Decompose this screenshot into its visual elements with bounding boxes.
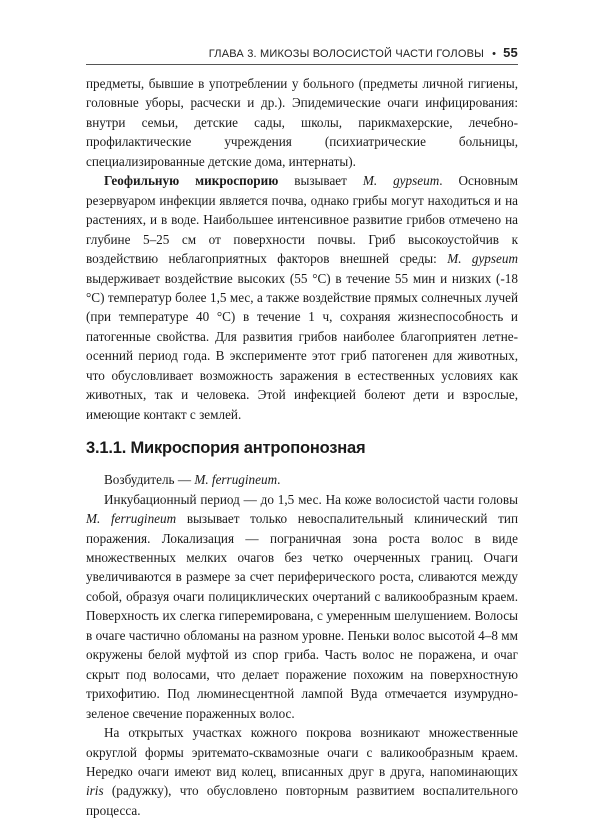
paragraph-epidemic-foci — [86, 74, 518, 171]
paragraph-text: . — [277, 472, 281, 488]
paragraph-text: (радужку), что обусловлено повторным развитием воспалительного процесса. — [86, 783, 518, 818]
paragraph-text: На открытых участках кожного покрова возникают множественные округлой формы эритемато-сквамозные очаги с валикообразным краем. Нередко очаги имеют вид колец, вписанных друг в друга, напоминающих — [86, 725, 518, 779]
paragraph-text: вызывает только невоспалительный клинический тип поражения. Локализация — пограничная зона роста волос в виде множественных мелких очагов без четко очерченных границ. Очаги увеличиваются в размере за счет периферического роста, сливаются между собой, образуя очаги полициклических очертаний с валикообразным краем. Поверхность их слегка гиперемирована, с умеренным шелушением. Волосы в очаге частично обломаны на разном уровне. Пеньки волос высотой 4–8 мм окружены белой муфтой из спор гриба. Часть волос не поражена, и очаг скрыт под волосами, что делает поражение похожим на поверхностную трихофитию. Под люминесцентной лампой Вуда отмечается изумрудно-зеленое свечение пораженных волос. — [86, 511, 519, 721]
running-header — [86, 45, 518, 63]
paragraph-pathogen — [86, 470, 518, 489]
header-rule — [86, 64, 518, 65]
paragraph-incubation — [86, 490, 518, 723]
latin-term: iris — [86, 783, 104, 799]
paragraph-text: Инкубационный период — до 1,5 мес. На коже волосистой части головы — [104, 491, 518, 507]
paragraph-open-skin — [86, 723, 518, 820]
species-name: M. ferrugineum — [86, 511, 177, 527]
term-bold: Геофильную микроспорию — [104, 173, 279, 189]
species-name: M. gypseum — [362, 173, 440, 189]
paragraph-geophilic-microsporia — [86, 171, 518, 424]
paragraph-text: . Основным резервуаром инфекции является почва, однако грибы могут находиться и на растениях, и в воде. Наибольшее интенсивное развитие грибов отмечено на глубине 5–25 см от поверхности почвы. Гриб высокоустойчив к воздействию неблагоприятных факторов внешней среды: — [86, 173, 518, 267]
species-name: M. ferrugineum — [194, 472, 278, 488]
page-number: 55 — [503, 45, 518, 60]
species-name: M. gypseum — [447, 251, 518, 267]
header-bullet: • — [492, 48, 497, 60]
section-heading: 3.1.1. Микроспория антропонозная — [86, 439, 366, 458]
paragraph-text: вызывает — [278, 173, 363, 189]
body-text — [86, 74, 518, 820]
paragraph-text: выдерживает воздействие высоких (55 °С) в течение 55 мин и низких (-18 °С) температур более 1,5 мес, а также воздействие прямых солнечных лучей (при температуре 40 °С) в течение 1 ч, сохраняя жизнеспособность и патогенные свойства. Для развития грибов наиболее благоприятен летне-осенний период года. В эксперименте этот гриб патогенен для животных, что обусловливает возможность заражения в естественных условиях как животных, так и человека. Этой инфекцией болеют дети и взрослые, имеющие контакт с землей. — [86, 270, 518, 422]
chapter-title: ГЛАВА 3. МИКОЗЫ ВОЛОСИСТОЙ ЧАСТИ ГОЛОВЫ — [208, 48, 485, 60]
paragraph-text: Возбудитель — — [104, 472, 195, 488]
paragraph-text: предметы, бывшие в употреблении у больного (предметы личной гигиены, головные уборы, расчески и др.). Эпидемические очаги инфицирования: внутри семьи, детские сады, школы, парикмахерские, лечебно-профилактические учреждения (психиатрические больницы, специализированные детские дома, интернаты). — [86, 76, 518, 169]
